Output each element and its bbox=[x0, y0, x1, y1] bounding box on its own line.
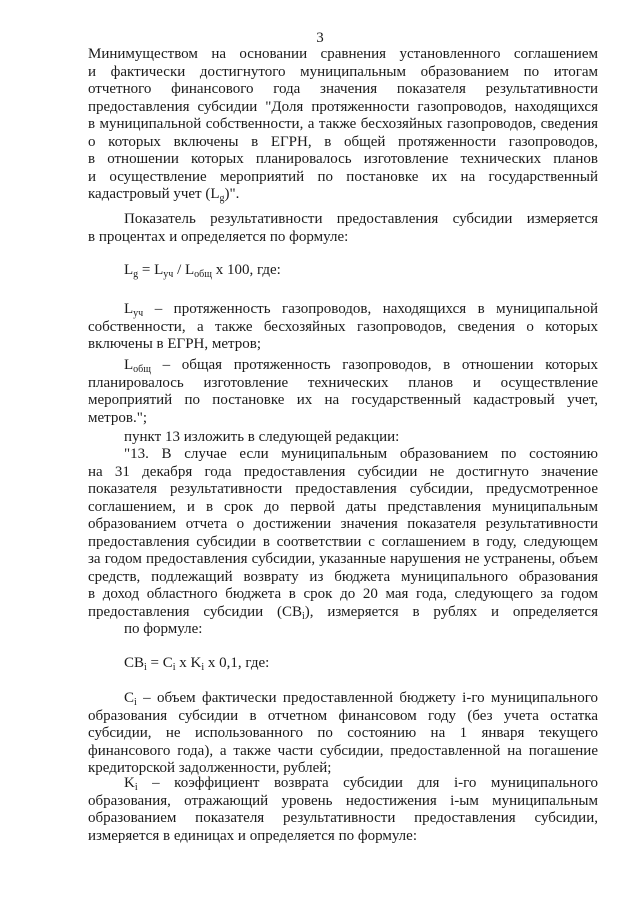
text-line: на 31 декабря года предоставления субсидии не достигнуто значение bbox=[88, 463, 598, 480]
text-line: субсидии, не использованного по состоянию на 1 января текущего bbox=[88, 725, 598, 741]
definition-l-uch bbox=[88, 301, 598, 354]
text-line: в муниципальной собственности, а также бесхозяйных газопроводов, сведения bbox=[88, 116, 598, 132]
text-line: $K_i$ – коэффициент возврата субсидии для i-го муниципального bbox=[124, 775, 598, 793]
page-number: 3 bbox=[316, 30, 324, 46]
text-line: Минимуществом на основании сравнения установленного соглашением bbox=[88, 46, 598, 62]
text-line: пункт 13 изложить в следующей редакции: bbox=[124, 429, 400, 445]
text-line: планировалось изготовление технических планов и осуществление bbox=[88, 374, 598, 391]
text-line: в процентах и определяется по формуле: bbox=[88, 228, 349, 245]
text-line: мероприятий по постановке их на государственный кадастровый учет, bbox=[88, 392, 598, 408]
text-line: "13. В случае если муниципальным образованием по состоянию bbox=[124, 446, 598, 462]
text-line: образованием показателя результативности предоставления субсидии, bbox=[88, 810, 598, 826]
text-line: предоставления субсидии в соответствии с соглашением в году, следующем bbox=[88, 533, 598, 550]
formula-cbi: $CB_i = C_i$ x $K_i$ x 0,1, где: bbox=[124, 655, 270, 673]
text-line: показателя результативности предоставления субсидии, предусмотренное bbox=[88, 481, 598, 497]
text-line: за годом предоставления субсидии, указанные нарушения не устранены, объем bbox=[88, 551, 598, 567]
text-line: Показатель результативности предоставления субсидии измеряется bbox=[124, 211, 598, 227]
text-line: в отношении которых планировалось изготовление технических планов bbox=[88, 151, 598, 167]
amendment-intro bbox=[88, 429, 598, 447]
paragraph-indicator-measure bbox=[88, 211, 598, 246]
text-line: образования, отражающий уровень недостижения i-ым муниципальным bbox=[88, 792, 598, 809]
definition-ci bbox=[88, 690, 598, 778]
text-line: метров."; bbox=[88, 409, 148, 426]
text-line: о которых включены в ЕГРН, в общей протяженности газопроводов, bbox=[88, 133, 598, 150]
formula-lg: $L_g = L_{уч} / L_{общ}$ x 100, где: bbox=[124, 262, 281, 280]
paragraph-subsidy-share bbox=[88, 46, 598, 204]
text-line: по формуле: bbox=[124, 621, 203, 637]
text-line: предоставления субсидии $(CB_i)$, измеряется в рублях и определяется bbox=[88, 603, 598, 622]
text-line: $L_{уч}$ – протяженность газопроводов, находящихся в муниципальной bbox=[124, 301, 598, 319]
definition-ki bbox=[88, 775, 598, 845]
text-line: образования субсидии в отчетном финансовом году (без учета остатка bbox=[88, 707, 598, 724]
text-line: средств, подлежащий возврату из бюджета муниципального образования bbox=[88, 568, 598, 585]
text-line: отчетного финансового года значения показателя результативности bbox=[88, 81, 598, 97]
text-line: и фактически достигнутого муниципальным образованием по итогам bbox=[88, 63, 598, 80]
text-line: финансового года), а также части субсидии, предоставленной на погашение bbox=[88, 742, 598, 759]
text-line: в доход областного бюджета в срок до 20 мая года, следующего за годом bbox=[88, 586, 598, 602]
text-line: собственности, а также бесхозяйных газопроводов, сведения о которых bbox=[88, 318, 598, 335]
definition-l-obsh bbox=[88, 357, 598, 427]
text-line: и осуществление мероприятий по постановке их на государственный bbox=[88, 168, 598, 185]
paragraph-13 bbox=[88, 446, 598, 639]
text-line: соглашением, и в срок до первой даты представления муниципальным bbox=[88, 498, 598, 515]
text-line: кредиторской задолженности, рублей; bbox=[88, 760, 332, 776]
text-line: $C_i$ – объем фактически предоставленной бюджету i-го муниципального bbox=[124, 690, 598, 708]
text-line: предоставления субсидии "Доля протяженности газопроводов, находящихся bbox=[88, 98, 598, 115]
text-line: образованием отчета о достижении значения показателя результативности bbox=[88, 516, 598, 532]
text-line: $L_{общ}$ – общая протяженность газопроводов, в отношении которых bbox=[124, 357, 598, 375]
text-line: кадастровый учет $(L_g)$". bbox=[88, 186, 240, 204]
text-line: включены в ЕГРН, метров; bbox=[88, 336, 262, 352]
text-line: измеряется в единицах и определяется по формуле: bbox=[88, 827, 417, 844]
